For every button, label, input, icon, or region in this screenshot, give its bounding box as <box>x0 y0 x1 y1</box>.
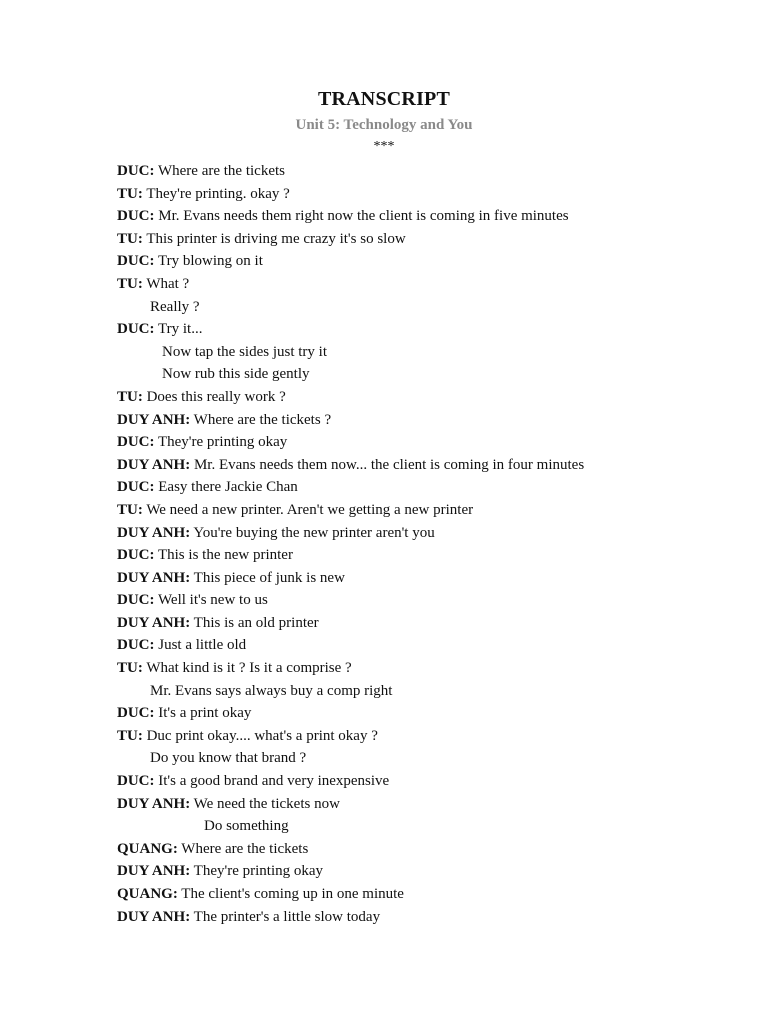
speaker-name: DUC: <box>117 321 155 338</box>
utterance-text: They're printing. okay ? <box>142 185 290 202</box>
document-subtitle: Unit 5: Technology and You <box>295 117 473 133</box>
transcript-line <box>117 409 737 432</box>
utterance-text: They're printing okay <box>190 863 324 880</box>
utterance-text: Try blowing on it <box>154 253 263 270</box>
transcript-line <box>117 544 737 567</box>
speaker-name: QUANG: <box>117 886 178 902</box>
transcript-line <box>117 160 737 183</box>
separator: *** <box>373 139 395 154</box>
utterance-text: Do something <box>204 818 289 835</box>
utterance-text: Easy there Jackie Chan <box>154 479 298 496</box>
utterance-text: Mr. Evans needs them now... the client is coming in four minutes <box>190 456 585 473</box>
transcript-line <box>117 770 737 793</box>
speaker-name: DUY ANH: <box>117 795 191 812</box>
utterance-text: This is an old printer <box>190 614 319 631</box>
transcript-line <box>117 725 737 748</box>
utterance-text: Try it... <box>154 321 203 338</box>
speaker-name: TU: <box>117 501 143 518</box>
transcript-line <box>117 567 737 590</box>
utterance-text: Duc print okay.... what's a print okay ? <box>142 727 378 744</box>
transcript-line <box>117 522 737 545</box>
transcript-line <box>117 860 737 883</box>
transcript-line <box>117 657 737 680</box>
transcript-line <box>117 612 737 635</box>
transcript-line <box>117 499 737 522</box>
utterance-text: This is the new printer <box>154 547 293 564</box>
utterance-text: You're buying the new printer aren't you <box>190 524 435 541</box>
transcript-line <box>117 273 737 296</box>
utterance-text: Well it's new to us <box>154 592 268 609</box>
utterance-text: We need the tickets now <box>190 795 340 812</box>
transcript-line <box>117 341 737 364</box>
speaker-name: DUC: <box>117 253 155 270</box>
utterance-text: Where are the tickets <box>177 840 309 857</box>
speaker-name: DUY ANH: <box>117 614 191 631</box>
transcript-line <box>117 793 737 816</box>
utterance-text: They're printing okay <box>154 434 288 451</box>
transcript-line <box>117 906 737 929</box>
speaker-name: TU: <box>117 660 143 677</box>
transcript-line <box>117 296 737 319</box>
speaker-name: DUC: <box>117 163 155 179</box>
transcript-line <box>117 476 737 499</box>
transcript-line <box>117 454 737 477</box>
utterance-text: Really ? <box>150 298 200 315</box>
transcript-line <box>117 363 737 386</box>
speaker-name: TU: <box>117 275 143 292</box>
utterance-text: This piece of junk is new <box>190 569 345 586</box>
utterance-text: Do you know that brand ? <box>150 750 307 767</box>
utterance-text: What ? <box>142 275 190 292</box>
document-title: TRANSCRIPT <box>317 88 451 110</box>
speaker-name: DUY ANH: <box>117 908 191 925</box>
transcript-line <box>117 183 737 206</box>
speaker-name: DUY ANH: <box>117 411 191 428</box>
utterance-text: The printer's a little slow today <box>190 908 381 925</box>
utterance-text: It's a good brand and very inexpensive <box>154 773 390 790</box>
transcript-line <box>117 634 737 657</box>
utterance-text: What kind is it ? Is it a comprise ? <box>142 660 352 677</box>
speaker-name: DUC: <box>117 208 155 225</box>
transcript-lines <box>117 160 737 928</box>
transcript-line <box>117 883 737 906</box>
speaker-name: TU: <box>117 388 143 405</box>
speaker-name: TU: <box>117 230 143 247</box>
utterance-text: The client's coming up in one minute <box>177 886 404 902</box>
utterance-text: Where are the tickets ? <box>190 411 332 428</box>
transcript-line <box>117 815 737 838</box>
speaker-name: DUY ANH: <box>117 456 191 473</box>
transcript-line <box>117 250 737 273</box>
transcript-line <box>117 747 737 770</box>
speaker-name: TU: <box>117 185 143 202</box>
utterance-text: Does this really work ? <box>142 388 286 405</box>
utterance-text: We need a new printer. Aren't we getting a new printer <box>142 501 474 518</box>
transcript-line <box>117 386 737 409</box>
speaker-name: DUY ANH: <box>117 863 191 880</box>
speaker-name: DUC: <box>117 479 155 496</box>
speaker-name: DUC: <box>117 434 155 451</box>
transcript-line <box>117 431 737 454</box>
speaker-name: DUC: <box>117 637 155 654</box>
speaker-name: DUC: <box>117 705 155 722</box>
speaker-name: DUY ANH: <box>117 569 191 586</box>
utterance-text: Mr. Evans says always buy a comp right <box>150 682 393 699</box>
utterance-text: Now rub this side gently <box>162 366 310 383</box>
transcript-line <box>117 228 737 251</box>
speaker-name: DUC: <box>117 547 155 564</box>
speaker-name: DUC: <box>117 773 155 790</box>
speaker-name: QUANG: <box>117 840 178 857</box>
utterance-text: Just a little old <box>154 637 247 654</box>
utterance-text: Mr. Evans needs them right now the client is coming in five minutes <box>154 208 569 225</box>
transcript-line <box>117 680 737 703</box>
transcript-line <box>117 838 737 861</box>
utterance-text: Where are the tickets <box>154 163 285 179</box>
utterance-text: This printer is driving me crazy it's so slow <box>142 230 406 247</box>
utterance-text: It's a print okay <box>154 705 252 722</box>
speaker-name: DUC: <box>117 592 155 609</box>
transcript-line <box>117 205 737 228</box>
utterance-text: Now tap the sides just try it <box>162 343 327 360</box>
speaker-name: TU: <box>117 727 143 744</box>
transcript-line <box>117 589 737 612</box>
transcript-line <box>117 318 737 341</box>
transcript-line <box>117 702 737 725</box>
speaker-name: DUY ANH: <box>117 524 191 541</box>
